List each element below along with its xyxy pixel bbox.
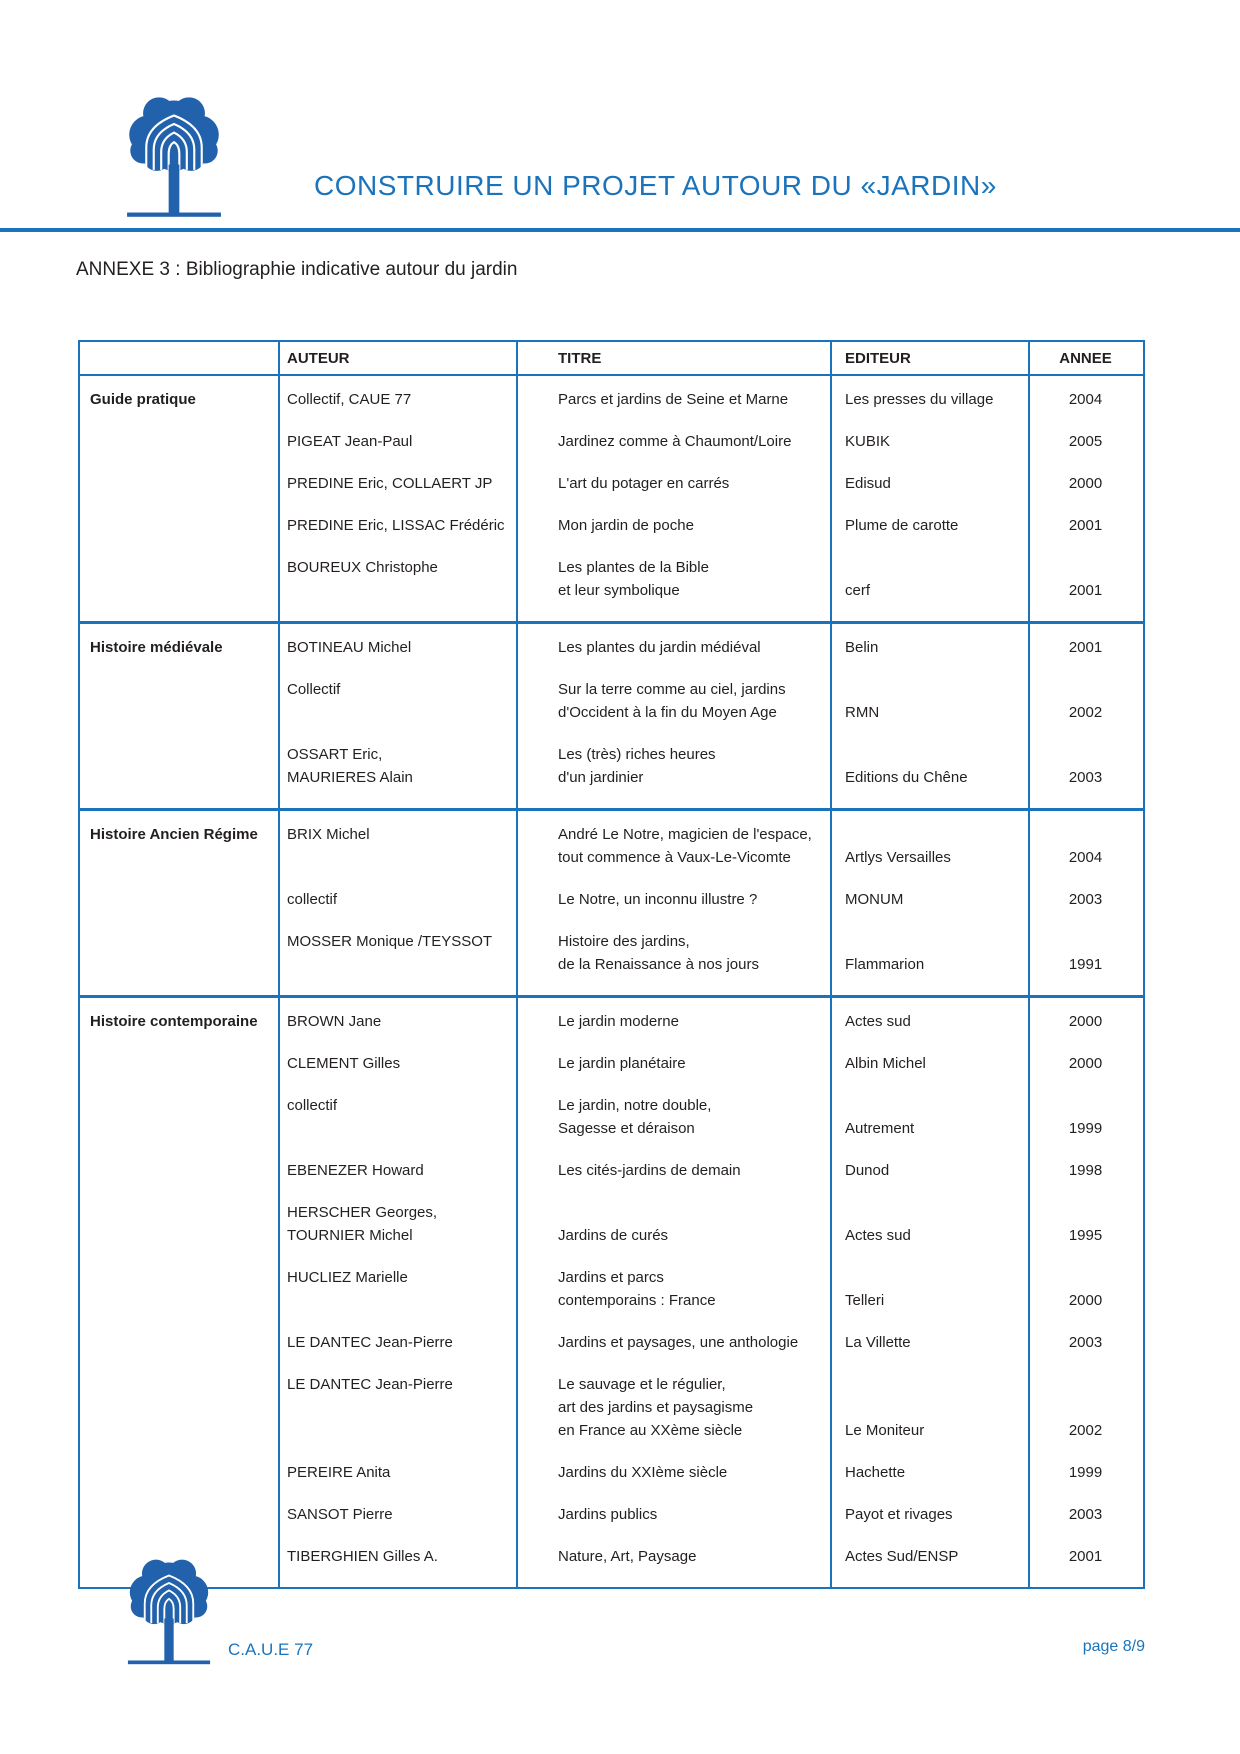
entry-year [1028,472,1143,514]
entry-year [1028,1331,1143,1373]
text-line: Dunod [845,1162,890,1179]
column-divider [1028,342,1030,1587]
text-line: OSSART Eric, [287,746,383,763]
entry-title [516,1201,830,1266]
table-section [80,621,1143,808]
text-line: Mon jardin de poche [558,517,694,534]
entry-author [278,556,516,621]
entry-year [1028,556,1143,621]
page-number: page 8/9 [1082,1638,1145,1655]
text-line: Plume de carotte [845,517,959,534]
column-divider [830,342,832,1587]
text-line: MAURIERES Alain [287,769,413,786]
text-line: BROWN Jane [287,1013,382,1030]
entry-title [516,1159,830,1201]
text-line: Les presses du village [845,391,994,408]
text-line: Histoire des jardins, [558,933,690,950]
entry-year [1028,1094,1143,1159]
text-line: 2000 [1068,475,1103,492]
entry-title [516,472,830,514]
text-line: BOUREUX Christophe [287,559,438,576]
text-line: Sur la terre comme au ciel, jardins [558,681,786,698]
entry-title [516,930,830,995]
text-line: Belin [845,639,879,656]
text-line: contemporains : France [558,1292,716,1309]
entry-author [278,930,516,995]
entry-author [278,1159,516,1201]
entry-title [516,636,830,678]
entry-editor [830,823,1028,888]
entry-year [1028,1201,1143,1266]
text-line: MOSSER Monique /TEYSSOT [287,933,493,950]
entry-title [516,1010,830,1052]
text-line: La Villette [845,1334,911,1351]
text-line: Le jardin planétaire [558,1055,686,1072]
text-line: Telleri [845,1292,885,1309]
text-line: Edisud [845,475,891,492]
entry-year [1028,1545,1143,1587]
text-line: MONUM [845,891,904,908]
text-line: 2000 [1068,1013,1103,1030]
entry-author [278,1201,516,1266]
text-line: 1998 [1068,1162,1103,1179]
text-line: 2003 [1068,891,1103,908]
text-line: 2004 [1068,849,1103,866]
entry-editor [830,888,1028,930]
text-line: 1991 [1068,956,1103,973]
entry-editor [830,930,1028,995]
text-line: KUBIK [845,433,891,450]
entry-editor [830,1373,1028,1461]
text-line: Les plantes du jardin médiéval [558,639,761,656]
text-line: et leur symbolique [558,582,680,599]
text-line: en France au XXème siècle [558,1422,743,1439]
text-line: Les (très) riches heures [558,746,716,763]
text-line: 2003 [1068,1334,1103,1351]
entry-editor [830,636,1028,678]
text-line: HUCLIEZ Marielle [287,1269,408,1286]
category-label: Histoire Ancien Régime [90,826,258,843]
text-line: Editions du Chêne [845,769,968,786]
text-line: CLEMENT Gilles [287,1055,401,1072]
text-line: 2001 [1068,582,1103,599]
text-line: tout commence à Vaux-Le-Vicomte [558,849,791,866]
entry-title [516,1373,830,1461]
text-line: PREDINE Eric, COLLAERT JP [287,475,493,492]
entry-editor [830,1266,1028,1331]
entry-editor [830,472,1028,514]
entry-year [1028,1373,1143,1461]
text-line: Collectif, CAUE 77 [287,391,412,408]
entry-title [516,1461,830,1503]
entry-year [1028,1503,1143,1545]
entry-author [278,472,516,514]
entry-editor [830,1503,1028,1545]
text-line: Le jardin moderne [558,1013,679,1030]
entry-author [278,1461,516,1503]
entry-year [1028,823,1143,888]
text-line: de la Renaissance à nos jours [558,956,759,973]
entry-title [516,823,830,888]
text-line: Parcs et jardins de Seine et Marne [558,391,789,408]
entry-author [278,636,516,678]
text-line: BOTINEAU Michel [287,639,412,656]
entry-year [1028,1266,1143,1331]
text-line: Collectif [287,681,341,698]
text-line: Le jardin, notre double, [558,1097,712,1114]
entry-title [516,1545,830,1587]
entry-author [278,678,516,743]
text-line: PEREIRE Anita [287,1464,391,1481]
column-divider [278,342,280,1587]
text-line: HERSCHER Georges, [287,1204,438,1221]
bibliography-table-body [80,376,1143,1587]
entry-author [278,743,516,808]
entry-editor [830,1010,1028,1052]
text-line: Nature, Art, Paysage [558,1548,697,1565]
entry-title [516,388,830,430]
category-label: Histoire médiévale [90,639,223,656]
entry-editor [830,556,1028,621]
entry-editor [830,388,1028,430]
text-line: d'un jardinier [558,769,644,786]
text-line: Jardins et parcs [558,1269,664,1286]
text-line: Jardins du XXIème siècle [558,1464,728,1481]
entry-editor [830,1052,1028,1094]
entry-title [516,514,830,556]
annexe-heading: ANNEXE 3 : Bibliographie indicative autour du jardin [76,259,518,280]
entry-author [278,1266,516,1331]
text-line: Artlys Versailles [845,849,951,866]
entry-title [516,1266,830,1331]
entry-author [278,1331,516,1373]
entry-editor [830,1094,1028,1159]
text-line: 2002 [1068,1422,1103,1439]
text-line: Hachette [845,1464,906,1481]
entry-year [1028,888,1143,930]
text-line: 1999 [1068,1464,1103,1481]
entry-author [278,823,516,888]
text-line: TOURNIER Michel [287,1227,413,1244]
text-line: Actes sud [845,1227,911,1244]
table-section [80,376,1143,621]
bibliography-table [78,340,1145,1589]
text-line: Autrement [845,1120,915,1137]
text-line: TIBERGHIEN Gilles A. [287,1548,438,1565]
footer-org: C.A.U.E 77 [228,1640,314,1659]
entry-year [1028,678,1143,743]
text-line: 2002 [1068,704,1103,721]
text-line: PREDINE Eric, LISSAC Frédéric [287,517,505,534]
table-header-row [80,342,1143,376]
text-line: d'Occident à la fin du Moyen Age [558,704,777,721]
table-section [80,995,1143,1587]
text-line: 2001 [1068,517,1103,534]
entry-year [1028,1461,1143,1503]
entry-year [1028,1010,1143,1052]
text-line: Jardins et paysages, une anthologie [558,1334,799,1351]
text-line: 1995 [1068,1227,1103,1244]
text-line: Les cités-jardins de demain [558,1162,741,1179]
entry-editor [830,678,1028,743]
text-line: Payot et rivages [845,1506,953,1523]
entry-year [1028,430,1143,472]
entry-year [1028,636,1143,678]
entry-editor [830,1461,1028,1503]
text-line: SANSOT Pierre [287,1506,393,1523]
text-line: 2004 [1068,391,1103,408]
text-line: cerf [845,582,871,599]
column-header-annee: ANNEE [1059,349,1112,367]
text-line: BRIX Michel [287,826,370,843]
text-line: Albin Michel [845,1055,926,1072]
text-line: collectif [287,891,338,908]
text-line: LE DANTEC Jean-Pierre [287,1334,453,1351]
entry-author [278,1094,516,1159]
entry-title [516,1052,830,1094]
entry-author [278,1010,516,1052]
entry-title [516,1094,830,1159]
column-header-auteur: AUTEUR [287,349,350,367]
entry-author [278,388,516,430]
entry-year [1028,1159,1143,1201]
text-line: L'art du potager en carrés [558,475,730,492]
text-line: Actes sud [845,1013,911,1030]
entry-year [1028,743,1143,808]
text-line: 2001 [1068,639,1103,656]
entry-editor [830,1331,1028,1373]
entry-year [1028,514,1143,556]
entry-title [516,888,830,930]
text-line: Le Notre, un inconnu illustre ? [558,891,758,908]
text-line: art des jardins et paysagisme [558,1399,754,1416]
entry-author [278,514,516,556]
entry-editor [830,430,1028,472]
category-label: Histoire contemporaine [90,1013,258,1030]
text-line: 2000 [1068,1292,1103,1309]
entry-title [516,1331,830,1373]
text-line: Le sauvage et le régulier, [558,1376,726,1393]
entry-author [278,1373,516,1461]
entry-title [516,430,830,472]
entry-title [516,556,830,621]
text-line: Le Moniteur [845,1422,925,1439]
entry-year [1028,1052,1143,1094]
table-section [80,808,1143,995]
text-line: Jardins publics [558,1506,658,1523]
text-line: 1999 [1068,1120,1103,1137]
text-line: PIGEAT Jean-Paul [287,433,413,450]
caue-tree-logo-footer-icon [113,1554,225,1682]
entry-editor [830,1201,1028,1266]
entry-title [516,743,830,808]
entry-author [278,1503,516,1545]
entry-editor [830,514,1028,556]
page-title: CONSTRUIRE UN PROJET AUTOUR DU «JARDIN» [314,170,997,201]
entry-author [278,430,516,472]
entry-title [516,1503,830,1545]
text-line: Flammarion [845,956,925,973]
entry-year [1028,388,1143,430]
column-header-titre: TITRE [558,349,602,367]
column-header-editeur: EDITEUR [845,349,911,367]
text-line: Les plantes de la Bible [558,559,709,576]
entry-editor [830,1545,1028,1587]
column-divider [516,342,518,1587]
text-line: 2005 [1068,433,1103,450]
text-line: Jardinez comme à Chaumont/Loire [558,433,792,450]
text-line: 2001 [1068,1548,1103,1565]
entry-editor [830,1159,1028,1201]
entry-author [278,1052,516,1094]
text-line: Actes Sud/ENSP [845,1548,959,1565]
text-line: EBENEZER Howard [287,1162,424,1179]
text-line: LE DANTEC Jean-Pierre [287,1376,453,1393]
entry-author [278,1545,516,1587]
text-line: collectif [287,1097,338,1114]
text-line: André Le Notre, magicien de l'espace, [558,826,812,843]
caue-tree-logo-icon [110,90,238,238]
text-line: Sagesse et déraison [558,1120,695,1137]
text-line: Jardins de curés [558,1227,669,1244]
text-line: 2003 [1068,1506,1103,1523]
entry-editor [830,743,1028,808]
text-line: RMN [845,704,880,721]
category-label: Guide pratique [90,391,196,408]
entry-title [516,678,830,743]
header-divider [0,228,1240,232]
text-line: 2000 [1068,1055,1103,1072]
entry-author [278,888,516,930]
text-line: 2003 [1068,769,1103,786]
entry-year [1028,930,1143,995]
